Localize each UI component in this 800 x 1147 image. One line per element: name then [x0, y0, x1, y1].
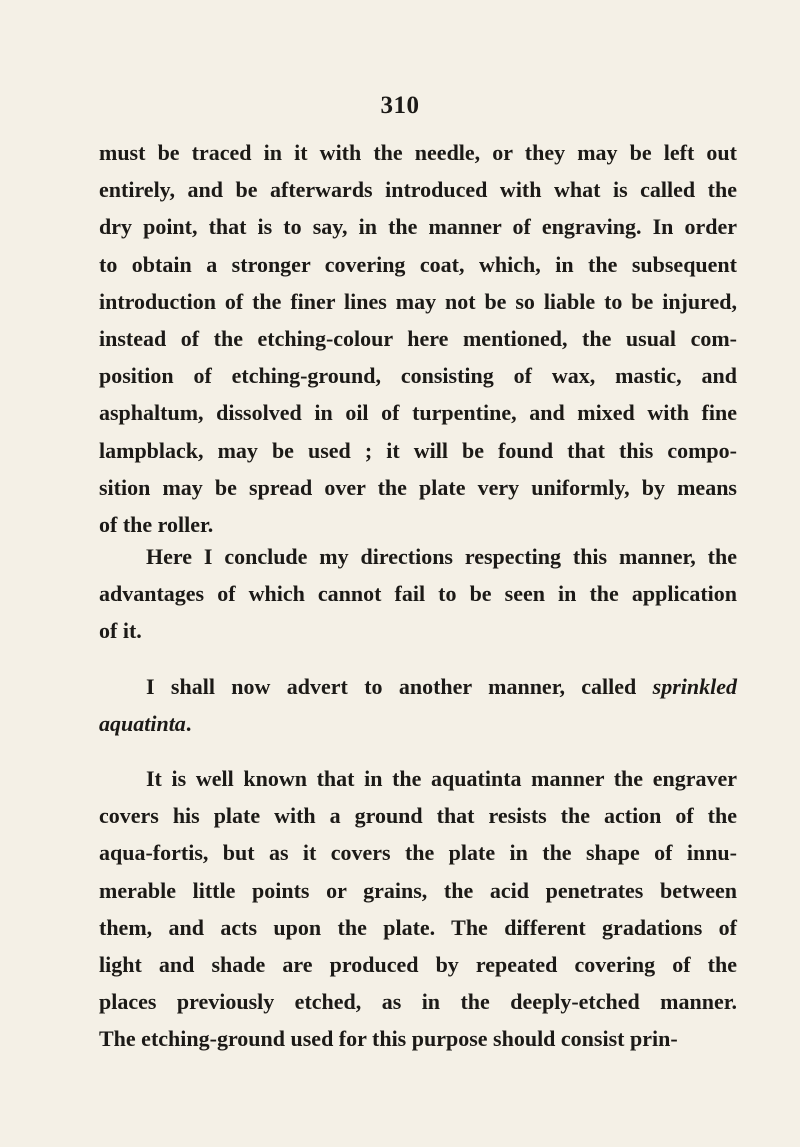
paragraph-4	[99, 760, 737, 1058]
text-line: instead of the etching-colour here mentioned, the usual com-	[99, 325, 737, 351]
text-line-content: I shall now advert to another manner, called	[146, 674, 637, 699]
text-line: introduction of the finer lines may not be so liable to be injured,	[99, 288, 737, 314]
text-line: dry point, that is to say, in the manner of engraving. In order	[99, 214, 737, 240]
text-line: covers his plate with a ground that resists the action of the	[99, 803, 737, 829]
text-line: light and shade are produced by repeated covering of the	[99, 951, 737, 977]
text-line: entirely, and be afterwards introduced with what is called the	[99, 177, 737, 203]
text-line: sition may be spread over the plate very uniformly, by means	[99, 474, 737, 500]
text-line: The etching-ground used for this purpose should consist prin-	[99, 1026, 678, 1052]
text-line: position of etching-ground, consisting of wax, mastic, and	[99, 363, 737, 389]
text-line: merable little points or grains, the acid penetrates between	[99, 877, 737, 903]
paragraph-1	[99, 134, 737, 543]
text-line: to obtain a stronger covering coat, which, in the subsequent	[99, 251, 737, 277]
text-line: asphaltum, dissolved in oil of turpentine, and mixed with fine	[99, 400, 737, 426]
paragraph-3	[99, 668, 737, 742]
text-line-content: Here I conclude my directions respecting this manner, the	[146, 544, 737, 569]
text-line: them, and acts upon the plate. The different gradations of	[99, 914, 737, 940]
text-line-content: .	[185, 711, 192, 737]
text-line: lampblack, may be used ; it will be found that this compo-	[99, 437, 737, 463]
italic-term: aquatinta	[99, 711, 186, 737]
text-line	[99, 760, 737, 797]
text-line: places previously etched, as in the deeply-etched manner.	[99, 989, 737, 1015]
text-line-content: It is well known that in the aquatinta manner the engraver	[146, 766, 737, 791]
text-line: of the roller.	[99, 511, 214, 537]
text-line: aqua-fortis, but as it covers the plate in the shape of innu-	[99, 840, 737, 866]
text-line: must be traced in it with the needle, or they may be left out	[99, 140, 737, 165]
text-line: advantages of which cannot fail to be seen in the application	[99, 581, 737, 607]
text-line	[99, 668, 737, 705]
text-line	[99, 705, 737, 742]
paragraph-2	[99, 538, 737, 650]
text-line: of it.	[99, 618, 142, 644]
page-number: 310	[380, 92, 420, 119]
italic-term: sprinkled	[652, 674, 737, 699]
text-line	[99, 538, 737, 575]
